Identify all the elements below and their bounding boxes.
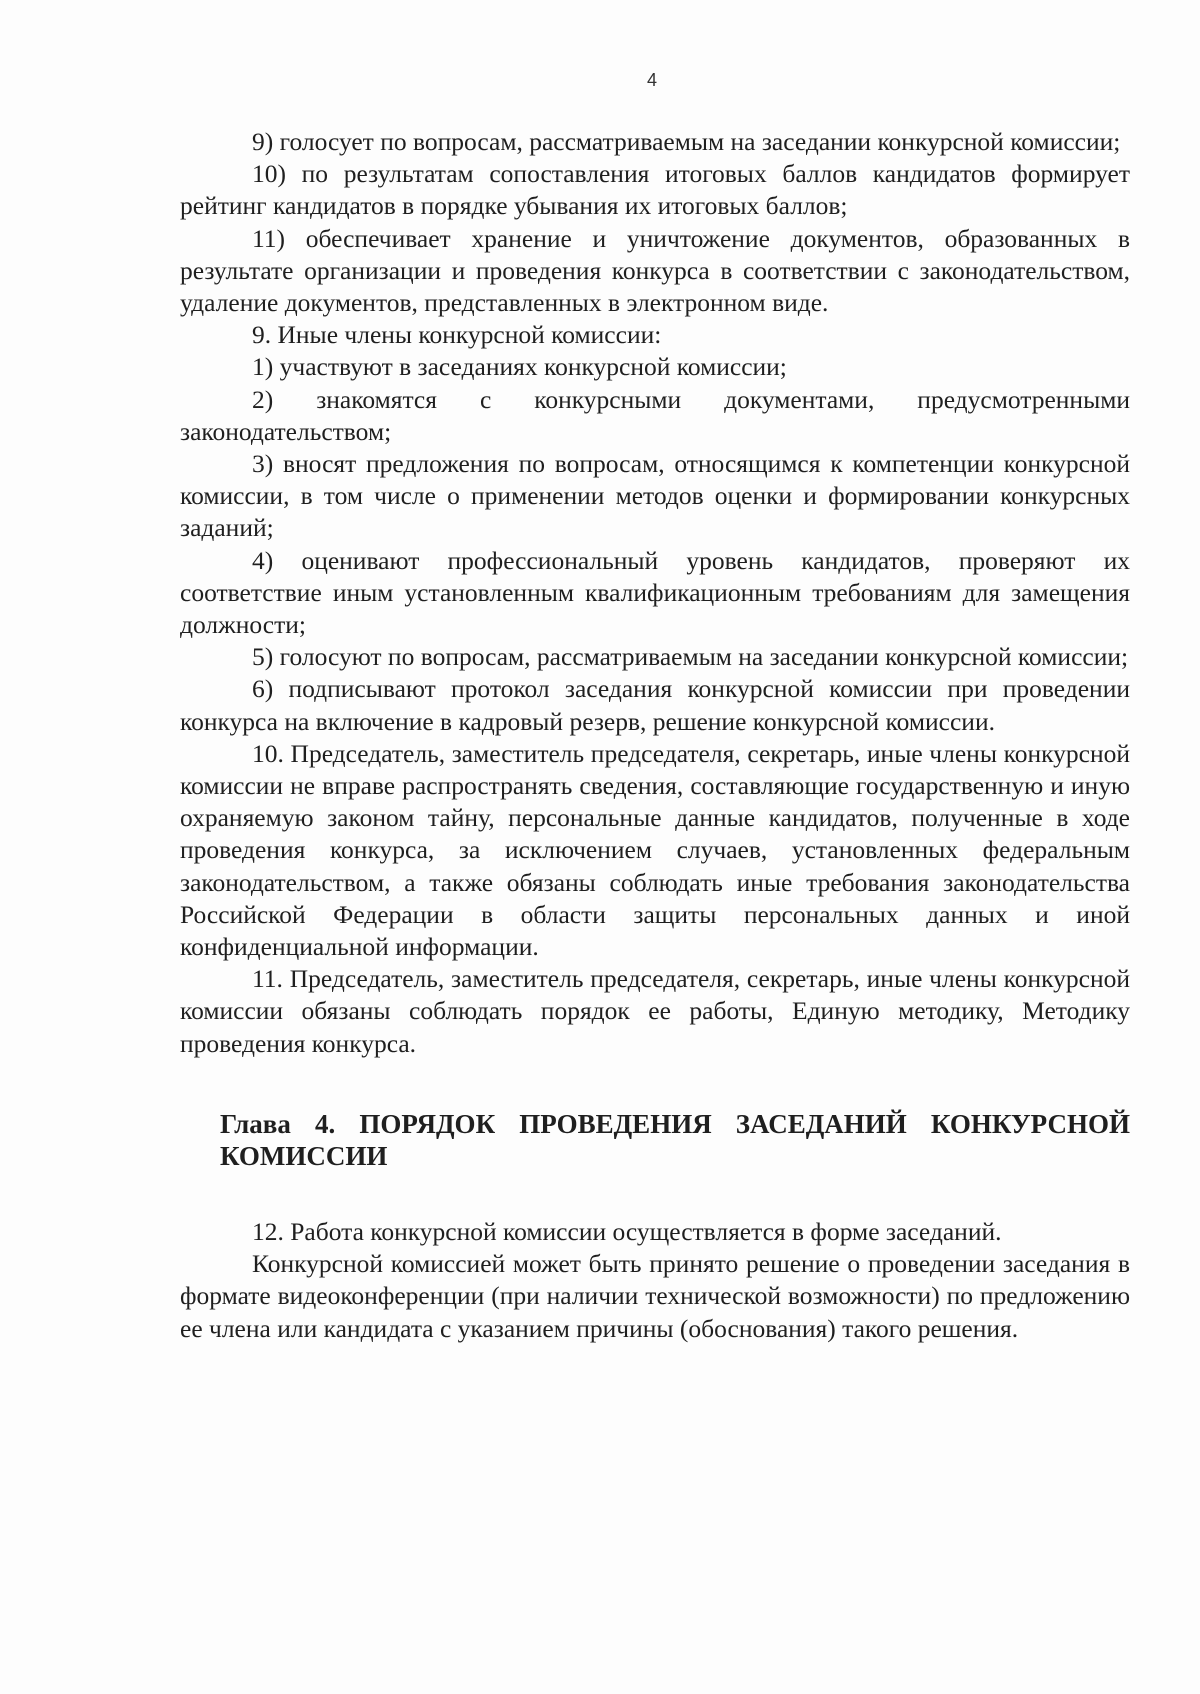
page-number: 4 [646,70,657,90]
paragraph-item-11: 11) обеспечивает хранение и уничтожение документов, образованных в результате организации и проведения конкурса в соответствии с законодательством, удаление документов, представленных в электронном виде. [180,223,1130,318]
paragraph-section-11: 11. Председатель, заместитель председателя, секретарь, иные члены конкурсной комиссии обязаны соблюдать порядок ее работы, Единую методику, Методику проведения конкурса. [180,964,1130,1058]
paragraph-item-6: 6) подписывают протокол заседания конкурсной комиссии при проведении конкурса на включение в кадровый резерв, решение конкурсной комиссии. [180,674,1130,736]
paragraph-item-10: 10) по результатам сопоставления итоговых баллов кандидатов формирует рейтинг кандидатов в порядке убывания их итоговых баллов; [180,159,1130,221]
paragraph-section-10: 10. Председатель, заместитель председателя, секретарь, иные члены конкурсной комиссии не вправе распространять сведения, составляющие государственную и иную охраняемую законом тайну, персональные данные кандидатов, полученные в ходе проведения конкурса, за исключением случаев, установленных федеральным законодательством, а также обязаны соблюдать иные требования законодательства Российской Федерации в области защиты персональных данных и иной конфиденциальной информации. [180,738,1130,962]
paragraph-item-3: 3) вносят предложения по вопросам, относящимся к компетенции конкурсной комиссии, в том числе о применении методов оценки и формировании конкурсных заданий; [180,449,1130,543]
document-body [180,126,1130,1345]
paragraph-videoconference: Конкурсной комиссией может быть принято решение о проведении заседания в формате видеоконференции (при наличии технической возможности) по предложению ее члена или кандидата с указанием причины (обоснования) такого решения. [180,1249,1130,1343]
chapter-heading: Глава 4. ПОРЯДОК ПРОВЕДЕНИЯ ЗАСЕДАНИЙ КОНКУРСНОЙ КОМИССИИ [220,1108,1130,1171]
paragraph-item-5: 5) голосуют по вопросам, рассматриваемым на заседании конкурсной комиссии; [252,642,1129,672]
paragraph-section-12: 12. Работа конкурсной комиссии осуществляется в форме заседаний. [252,1216,1002,1246]
paragraph-item-2: 2) знакомятся с конкурсными документами, предусмотренными законодательством; [180,384,1130,446]
paragraph-item-4: 4) оценивают профессиональный уровень кандидатов, проверяют их соответствие иным установленным квалификационным требованиям для замещения должности; [180,545,1130,640]
paragraph-section-9: 9. Иные члены конкурсной комиссии: [252,320,662,350]
paragraph-item-9: 9) голосует по вопросам, рассматриваемым на заседании конкурсной комиссии; [252,127,1121,156]
paragraph-item-1: 1) участвуют в заседаниях конкурсной комиссии; [252,352,787,382]
